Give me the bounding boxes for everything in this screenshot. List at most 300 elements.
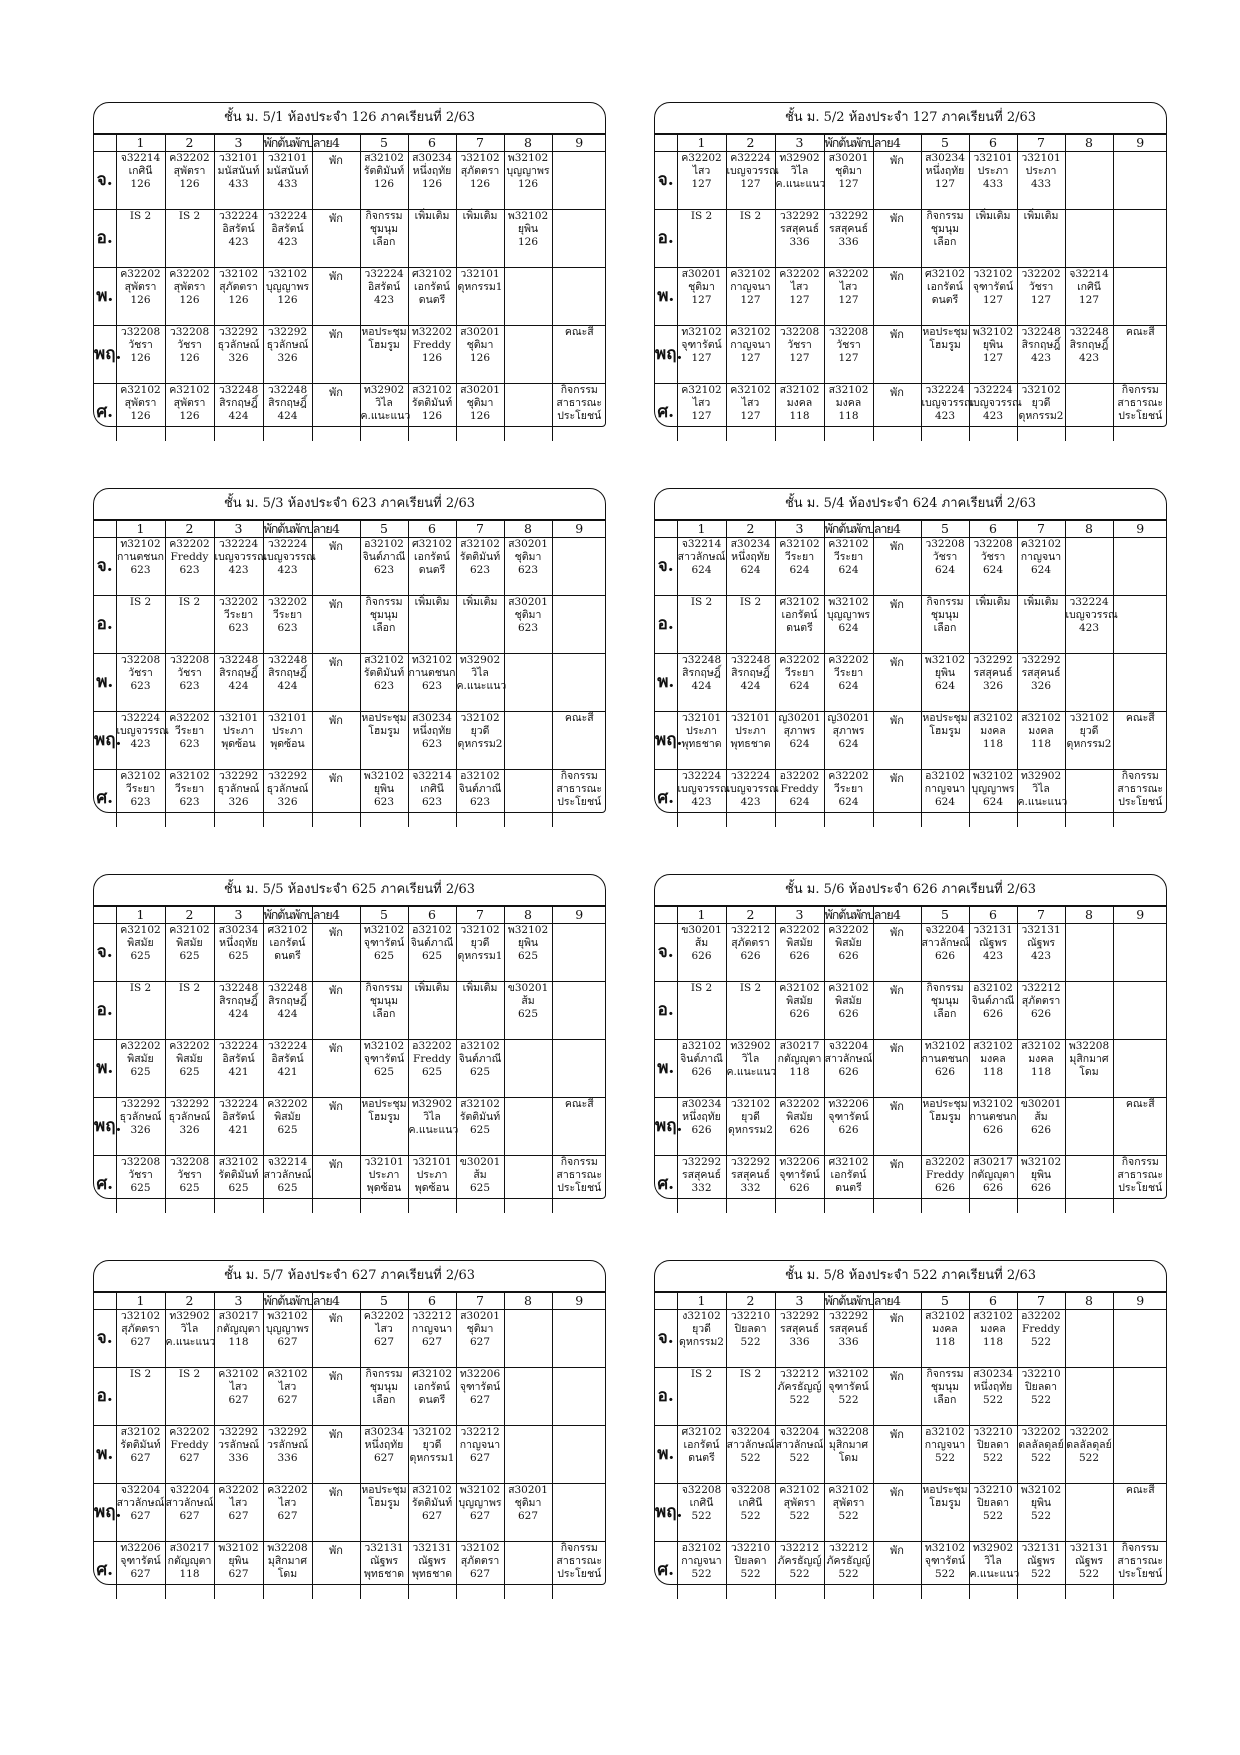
cell-line: โฮมรูม	[929, 1111, 961, 1123]
cell-line: 127	[691, 294, 712, 306]
day-row	[94, 1426, 606, 1484]
cell-line: 326	[277, 796, 298, 808]
cell-line: 423	[277, 236, 298, 248]
cell-line: 522	[691, 1568, 712, 1580]
cell-line: ท32206	[779, 1156, 820, 1168]
cell-line: 522	[934, 1568, 956, 1580]
class-cell	[969, 770, 1017, 828]
cell-line: ค32224	[730, 152, 771, 164]
cell-line: 627	[179, 1452, 200, 1464]
day-row	[655, 924, 1167, 982]
cell-line: กิจกรรม	[365, 210, 403, 222]
class-cell	[969, 982, 1017, 1040]
break-cell: พัก	[873, 924, 921, 982]
cell-line: 623	[130, 796, 151, 808]
class-cell	[1113, 1368, 1167, 1426]
class-cell	[775, 1156, 824, 1214]
cell-line: พิสมัย	[786, 995, 813, 1007]
cell-line: 626	[982, 1124, 1004, 1136]
class-cell	[165, 654, 214, 712]
cell-line: อ32102	[460, 770, 500, 782]
cell-line: ดลลัลดุลย์	[1018, 1439, 1064, 1451]
cell-line: ท32902	[972, 1542, 1014, 1554]
cell-line: ว32210	[973, 1484, 1013, 1496]
class-cell	[677, 1368, 726, 1426]
cell-line: สุภัตตรา	[121, 1323, 160, 1335]
class-cell	[1065, 538, 1113, 596]
cell-line: 626	[1030, 1124, 1052, 1136]
cell-line: 423	[373, 294, 395, 306]
period-header: 8	[504, 521, 552, 538]
period-header: 8	[1065, 907, 1113, 924]
cell-line: จ32204	[925, 924, 965, 936]
cell-line: อ32202	[925, 1156, 965, 1168]
cell-line: ท32102	[363, 924, 405, 936]
class-cell	[214, 1040, 263, 1098]
cell-line: ธุวลักษณ์	[266, 339, 309, 351]
period-header	[655, 1293, 677, 1310]
cell-line: พุทธชาด	[363, 1568, 405, 1580]
day-row	[94, 712, 606, 770]
cell-line: วีระยา	[833, 667, 864, 679]
cell-line: 625	[517, 1008, 539, 1020]
cell-line: 626	[789, 950, 810, 962]
cell-line: ค32102	[779, 1484, 820, 1496]
cell-line: ส30201	[508, 538, 548, 550]
class-cell	[360, 1368, 408, 1426]
period-header: 4	[873, 1293, 921, 1310]
cell-line: ส้ม	[473, 1169, 487, 1181]
period-header-row	[94, 521, 606, 538]
cell-line: 423	[1078, 352, 1100, 364]
cell-line: ว32248	[218, 982, 259, 994]
period-header: 5	[921, 521, 969, 538]
class-cell	[824, 1542, 873, 1600]
class-cell	[969, 384, 1022, 442]
cell-line: ศ32102	[924, 268, 966, 280]
cell-line: 423	[228, 236, 249, 248]
class-cell	[165, 770, 214, 828]
cell-line: เกศินี	[738, 1497, 763, 1509]
class-cell	[552, 1156, 606, 1214]
cell-line: 623	[179, 738, 200, 750]
cell-line: ดุหกรรม1	[457, 281, 503, 293]
cell-line: 623	[469, 796, 491, 808]
cell-line: ภัครธัญญ์	[826, 1555, 871, 1567]
class-cell	[1065, 924, 1113, 982]
cell-line: พ32102	[507, 210, 549, 222]
class-cell	[775, 538, 824, 596]
cell-line: 522	[740, 1452, 761, 1464]
period-header: 7	[456, 907, 504, 924]
class-cell	[775, 1368, 824, 1426]
cell-line: กิจกรรม	[365, 1368, 403, 1380]
cell-line: ธุวลักษณ์	[217, 339, 260, 351]
period-header: 2	[165, 1293, 214, 1310]
cell-line: รัตติมันท์	[459, 551, 501, 563]
cell-line: 118	[982, 1066, 1004, 1078]
break-cell: พัก	[312, 654, 360, 712]
class-cell	[1065, 1098, 1113, 1156]
class-cell	[775, 982, 824, 1040]
class-cell	[824, 384, 873, 442]
cell-line: 326	[1030, 680, 1052, 692]
timetable-8	[654, 1260, 1167, 1585]
class-cell	[726, 982, 775, 1040]
cell-line: ณัฐพร	[1026, 1555, 1056, 1567]
break-cell: พัก	[312, 982, 360, 1040]
day-label: อ.	[655, 210, 677, 268]
break-cell: พัก	[873, 1310, 921, 1368]
cell-line: ชุมนุม	[369, 995, 399, 1007]
cell-line: วิไล	[471, 667, 489, 679]
class-cell	[214, 596, 263, 654]
period-header: พักต้นพักปลาย	[263, 521, 332, 536]
class-cell	[775, 1426, 824, 1484]
day-row	[655, 1310, 1167, 1368]
cell-line: คณะสี	[1125, 1098, 1155, 1110]
cell-line: สุพัตรา	[173, 397, 206, 409]
cell-line: พิสมัย	[176, 937, 203, 949]
cell-line: 522	[1030, 1336, 1052, 1348]
cell-line: ประโยชน์	[557, 1182, 602, 1194]
cell-line: ว32224	[973, 384, 1013, 396]
class-cell	[408, 1040, 456, 1098]
period-header: 3	[214, 907, 263, 924]
cell-line: มงคล	[786, 397, 813, 409]
day-label: พฤ.	[94, 1098, 116, 1156]
cell-line: 626	[934, 1066, 956, 1078]
cell-line: 625	[517, 950, 539, 962]
class-cell	[263, 924, 312, 982]
cell-line: คณะสี	[564, 712, 594, 724]
class-cell	[456, 1426, 504, 1484]
cell-line: 623	[130, 680, 151, 692]
class-cell	[921, 770, 969, 828]
cell-line: ว32292	[681, 1156, 722, 1168]
cell-line: สุพัตรา	[832, 1497, 865, 1509]
class-cell	[677, 152, 726, 210]
cell-line: รสสุคนธ์	[828, 223, 869, 235]
cell-line: สุภาพร	[783, 725, 816, 737]
cell-line: 624	[838, 564, 859, 576]
cell-line: 623	[421, 796, 443, 808]
break-cell: พัก	[312, 1426, 360, 1484]
class-cell	[165, 982, 214, 1040]
class-cell	[116, 1368, 165, 1426]
cell-line: ท32902	[411, 1098, 453, 1110]
cell-line: กาญจนา	[924, 783, 966, 795]
cell-line: สาธารณะ	[1117, 1169, 1164, 1181]
cell-line: ค32102	[169, 384, 210, 396]
cell-line: 624	[789, 796, 810, 808]
cell-line: คณะสี	[1125, 326, 1155, 338]
class-cell	[921, 1426, 969, 1484]
cell-line: ว32102	[1021, 384, 1061, 396]
class-cell	[1065, 1368, 1113, 1426]
class-cell	[214, 712, 263, 770]
class-cell	[824, 268, 873, 326]
class-cell	[1113, 1484, 1167, 1542]
cell-line: กตัญญุตา	[777, 1053, 822, 1065]
cell-line: 126	[130, 410, 151, 422]
day-row	[94, 210, 606, 268]
cell-line: จ32204	[169, 1484, 210, 1496]
schedule-grid	[655, 1292, 1167, 1599]
class-cell	[214, 1098, 263, 1156]
cell-line: ว32102	[460, 712, 500, 724]
cell-line: รัตติมันท์	[459, 1111, 501, 1123]
cell-line: ส30201	[508, 596, 548, 608]
class-cell	[775, 152, 824, 210]
cell-line: สิรกฤษฎิ์	[268, 995, 307, 1007]
cell-line: ยุพิน	[228, 1555, 249, 1567]
class-cell	[726, 712, 775, 770]
cell-line: 625	[130, 950, 151, 962]
day-row	[655, 326, 1167, 384]
cell-line: 423	[1030, 950, 1052, 962]
class-cell	[116, 924, 165, 982]
period-header: 4	[873, 907, 921, 924]
cell-line: หอประชุม	[361, 712, 407, 724]
cell-line: สุภัตตรา	[219, 281, 258, 293]
cell-line: โดม	[277, 1568, 298, 1580]
cell-line: 126	[179, 410, 200, 422]
period-header: 9	[552, 907, 606, 924]
cell-line: IS 2	[178, 1368, 201, 1380]
period-header: 3	[775, 1293, 824, 1310]
timetable-4	[654, 488, 1167, 813]
cell-line: IS 2	[739, 1368, 762, 1380]
class-cell	[456, 268, 504, 326]
class-cell	[677, 712, 726, 770]
period-header: 2	[165, 907, 214, 924]
cell-line: 424	[277, 680, 298, 692]
cell-line: ว32212	[412, 1310, 452, 1322]
cell-line: ส้ม	[1034, 1111, 1048, 1123]
cell-line: สิรกฤษฎิ์	[731, 667, 770, 679]
class-cell	[408, 326, 456, 384]
cell-line: พิสมัย	[786, 1111, 813, 1123]
cell-line: สาธารณะ	[556, 397, 603, 409]
cell-line: ว32202	[1021, 1426, 1061, 1438]
cell-line: ว32208	[169, 654, 210, 666]
class-cell	[165, 1426, 214, 1484]
class-cell	[1113, 538, 1167, 596]
day-label: พฤ.	[655, 712, 677, 770]
class-cell	[214, 1310, 263, 1368]
cell-line: 126	[469, 352, 491, 364]
cell-line: มนัสนันท์	[266, 165, 309, 177]
cell-line: ส32102	[1021, 1040, 1061, 1052]
cell-line: ท32902	[730, 1040, 771, 1052]
cell-line: ว32224	[267, 210, 308, 222]
break-cell: พัก	[873, 770, 921, 828]
cell-line: 623	[469, 564, 491, 576]
cell-line: ว32208	[169, 1156, 210, 1168]
class-cell	[1065, 712, 1113, 770]
cell-line: กานตชนก	[408, 667, 456, 679]
class-cell	[1113, 1542, 1167, 1600]
cell-line: 624	[982, 796, 1004, 808]
class-cell	[360, 1156, 408, 1214]
cell-line: โดม	[838, 1452, 859, 1464]
cell-line: มุสิกมาศ	[828, 1439, 869, 1451]
class-cell	[726, 268, 775, 326]
cell-line: มงคล	[1028, 1053, 1054, 1065]
cell-line: 627	[373, 1452, 395, 1464]
cell-line: ค32202	[681, 152, 722, 164]
class-cell	[726, 538, 775, 596]
day-row	[655, 268, 1167, 326]
cell-line: 127	[789, 294, 810, 306]
cell-line: โดม	[1079, 1066, 1099, 1078]
class-cell	[456, 1098, 504, 1156]
class-cell	[552, 712, 606, 770]
break-cell: พัก	[873, 210, 921, 268]
cell-line: วัชรา	[836, 339, 861, 351]
day-label: พฤ.	[655, 326, 677, 384]
class-cell	[504, 924, 552, 982]
cell-line: 336	[789, 1336, 810, 1348]
cell-line: วัชรา	[177, 667, 202, 679]
class-cell	[921, 712, 969, 770]
cell-line: ค32102	[828, 982, 869, 994]
period-header: 7	[456, 521, 504, 538]
cell-line: วัชรา	[177, 1169, 202, 1181]
class-cell	[677, 1426, 726, 1484]
day-row	[94, 1368, 606, 1426]
cell-line: เพิ่มเติม	[414, 596, 450, 608]
class-cell	[116, 384, 165, 442]
cell-line: IS 2	[129, 982, 152, 994]
schedule-grid	[655, 520, 1167, 827]
day-row	[94, 1098, 606, 1156]
period-header: 8	[1065, 135, 1113, 152]
cell-line: ส32102	[779, 384, 820, 396]
cell-line: 624	[934, 564, 956, 576]
cell-line: Freddy	[780, 783, 819, 795]
cell-line: ค.แนะแนว	[1017, 796, 1068, 808]
cell-line: 626	[691, 950, 712, 962]
cell-line: ว32224	[364, 268, 404, 280]
cell-line: สุภัตตรา	[731, 937, 770, 949]
cell-line: รัตติมันท์	[120, 1439, 161, 1451]
cell-line: สิรกฤษฎิ์	[1069, 339, 1109, 351]
cell-line: รสสุคนธ์	[779, 223, 820, 235]
cell-line: กานตชนก	[921, 1053, 969, 1065]
cell-line: เบญจวรรณ	[726, 783, 779, 795]
day-row	[94, 654, 606, 712]
class-cell	[360, 268, 408, 326]
cell-line: 522	[1030, 1568, 1052, 1580]
cell-line: 624	[838, 738, 859, 750]
cell-line: 522	[838, 1510, 859, 1522]
cell-line: 627	[277, 1510, 298, 1522]
class-cell	[263, 1484, 312, 1542]
cell-line: ว32101	[1021, 152, 1061, 164]
class-cell	[165, 1484, 214, 1542]
cell-line: ว32292	[218, 326, 259, 338]
class-cell	[677, 982, 726, 1040]
class-cell	[456, 1542, 504, 1600]
class-cell	[824, 1040, 873, 1098]
cell-line: สิรกฤษฎิ์	[219, 995, 258, 1007]
cell-line: ว32248	[267, 982, 308, 994]
class-cell	[1065, 654, 1113, 712]
cell-line: ว32202	[267, 596, 308, 608]
cell-line: 522	[789, 1452, 810, 1464]
class-cell	[552, 1368, 606, 1426]
cell-line: ว32248	[681, 654, 722, 666]
cell-line: 627	[421, 1336, 443, 1348]
period-header: 3	[214, 521, 263, 538]
day-label: อ.	[94, 1368, 116, 1426]
cell-line: กาญจนา	[411, 1323, 453, 1335]
cell-line: 624	[838, 622, 859, 634]
cell-line: กิจกรรม	[365, 982, 403, 994]
class-cell	[726, 596, 775, 654]
class-cell	[1065, 384, 1113, 442]
cell-line: ส32102	[120, 1426, 161, 1438]
cell-line: จุฑารัตน์	[459, 1381, 501, 1393]
cell-line: หอประชุม	[922, 1098, 968, 1110]
class-cell	[360, 538, 408, 596]
cell-line: อ32102	[925, 770, 965, 782]
cell-line: สุพัตรา	[124, 281, 157, 293]
cell-line: เลือก	[372, 622, 396, 634]
break-cell: พัก	[873, 982, 921, 1040]
day-row	[655, 654, 1167, 712]
cell-line: ท32902	[779, 152, 820, 164]
cell-line: Freddy	[926, 1169, 964, 1181]
class-cell	[1113, 1156, 1167, 1214]
cell-line: 424	[691, 680, 712, 692]
day-row	[655, 1542, 1167, 1600]
class-cell	[504, 268, 552, 326]
day-label: ศ.	[655, 1156, 677, 1214]
class-cell	[456, 538, 504, 596]
cell-line: คณะสี	[564, 326, 594, 338]
cell-line: ดนตรี	[274, 950, 301, 962]
period-header: 7	[1017, 521, 1065, 538]
cell-line: 126	[179, 178, 200, 190]
cell-line: จุฑารัตน์	[828, 1111, 869, 1123]
class-cell	[824, 982, 873, 1040]
class-cell	[214, 1542, 263, 1600]
cell-line: เลือก	[933, 1394, 957, 1406]
cell-line: ชุมนุม	[369, 609, 399, 621]
day-row	[655, 152, 1167, 210]
break-cell: พัก	[312, 538, 360, 596]
cell-line: ว32248	[218, 654, 259, 666]
cell-line: 423	[982, 410, 1004, 422]
period-header: 4	[873, 521, 921, 538]
cell-line: ส32102	[973, 1040, 1013, 1052]
class-cell	[165, 152, 214, 210]
cell-line: ว32208	[120, 654, 161, 666]
class-cell	[214, 1368, 263, 1426]
class-cell	[677, 1484, 726, 1542]
cell-line: ค32102	[267, 1368, 308, 1380]
cell-line: 522	[789, 1394, 810, 1406]
class-cell	[408, 1098, 459, 1156]
break-cell: พัก	[312, 384, 360, 442]
cell-line: ว32102	[730, 1098, 771, 1110]
day-row	[655, 1040, 1167, 1098]
class-cell	[969, 596, 1017, 654]
class-cell	[1113, 982, 1167, 1040]
